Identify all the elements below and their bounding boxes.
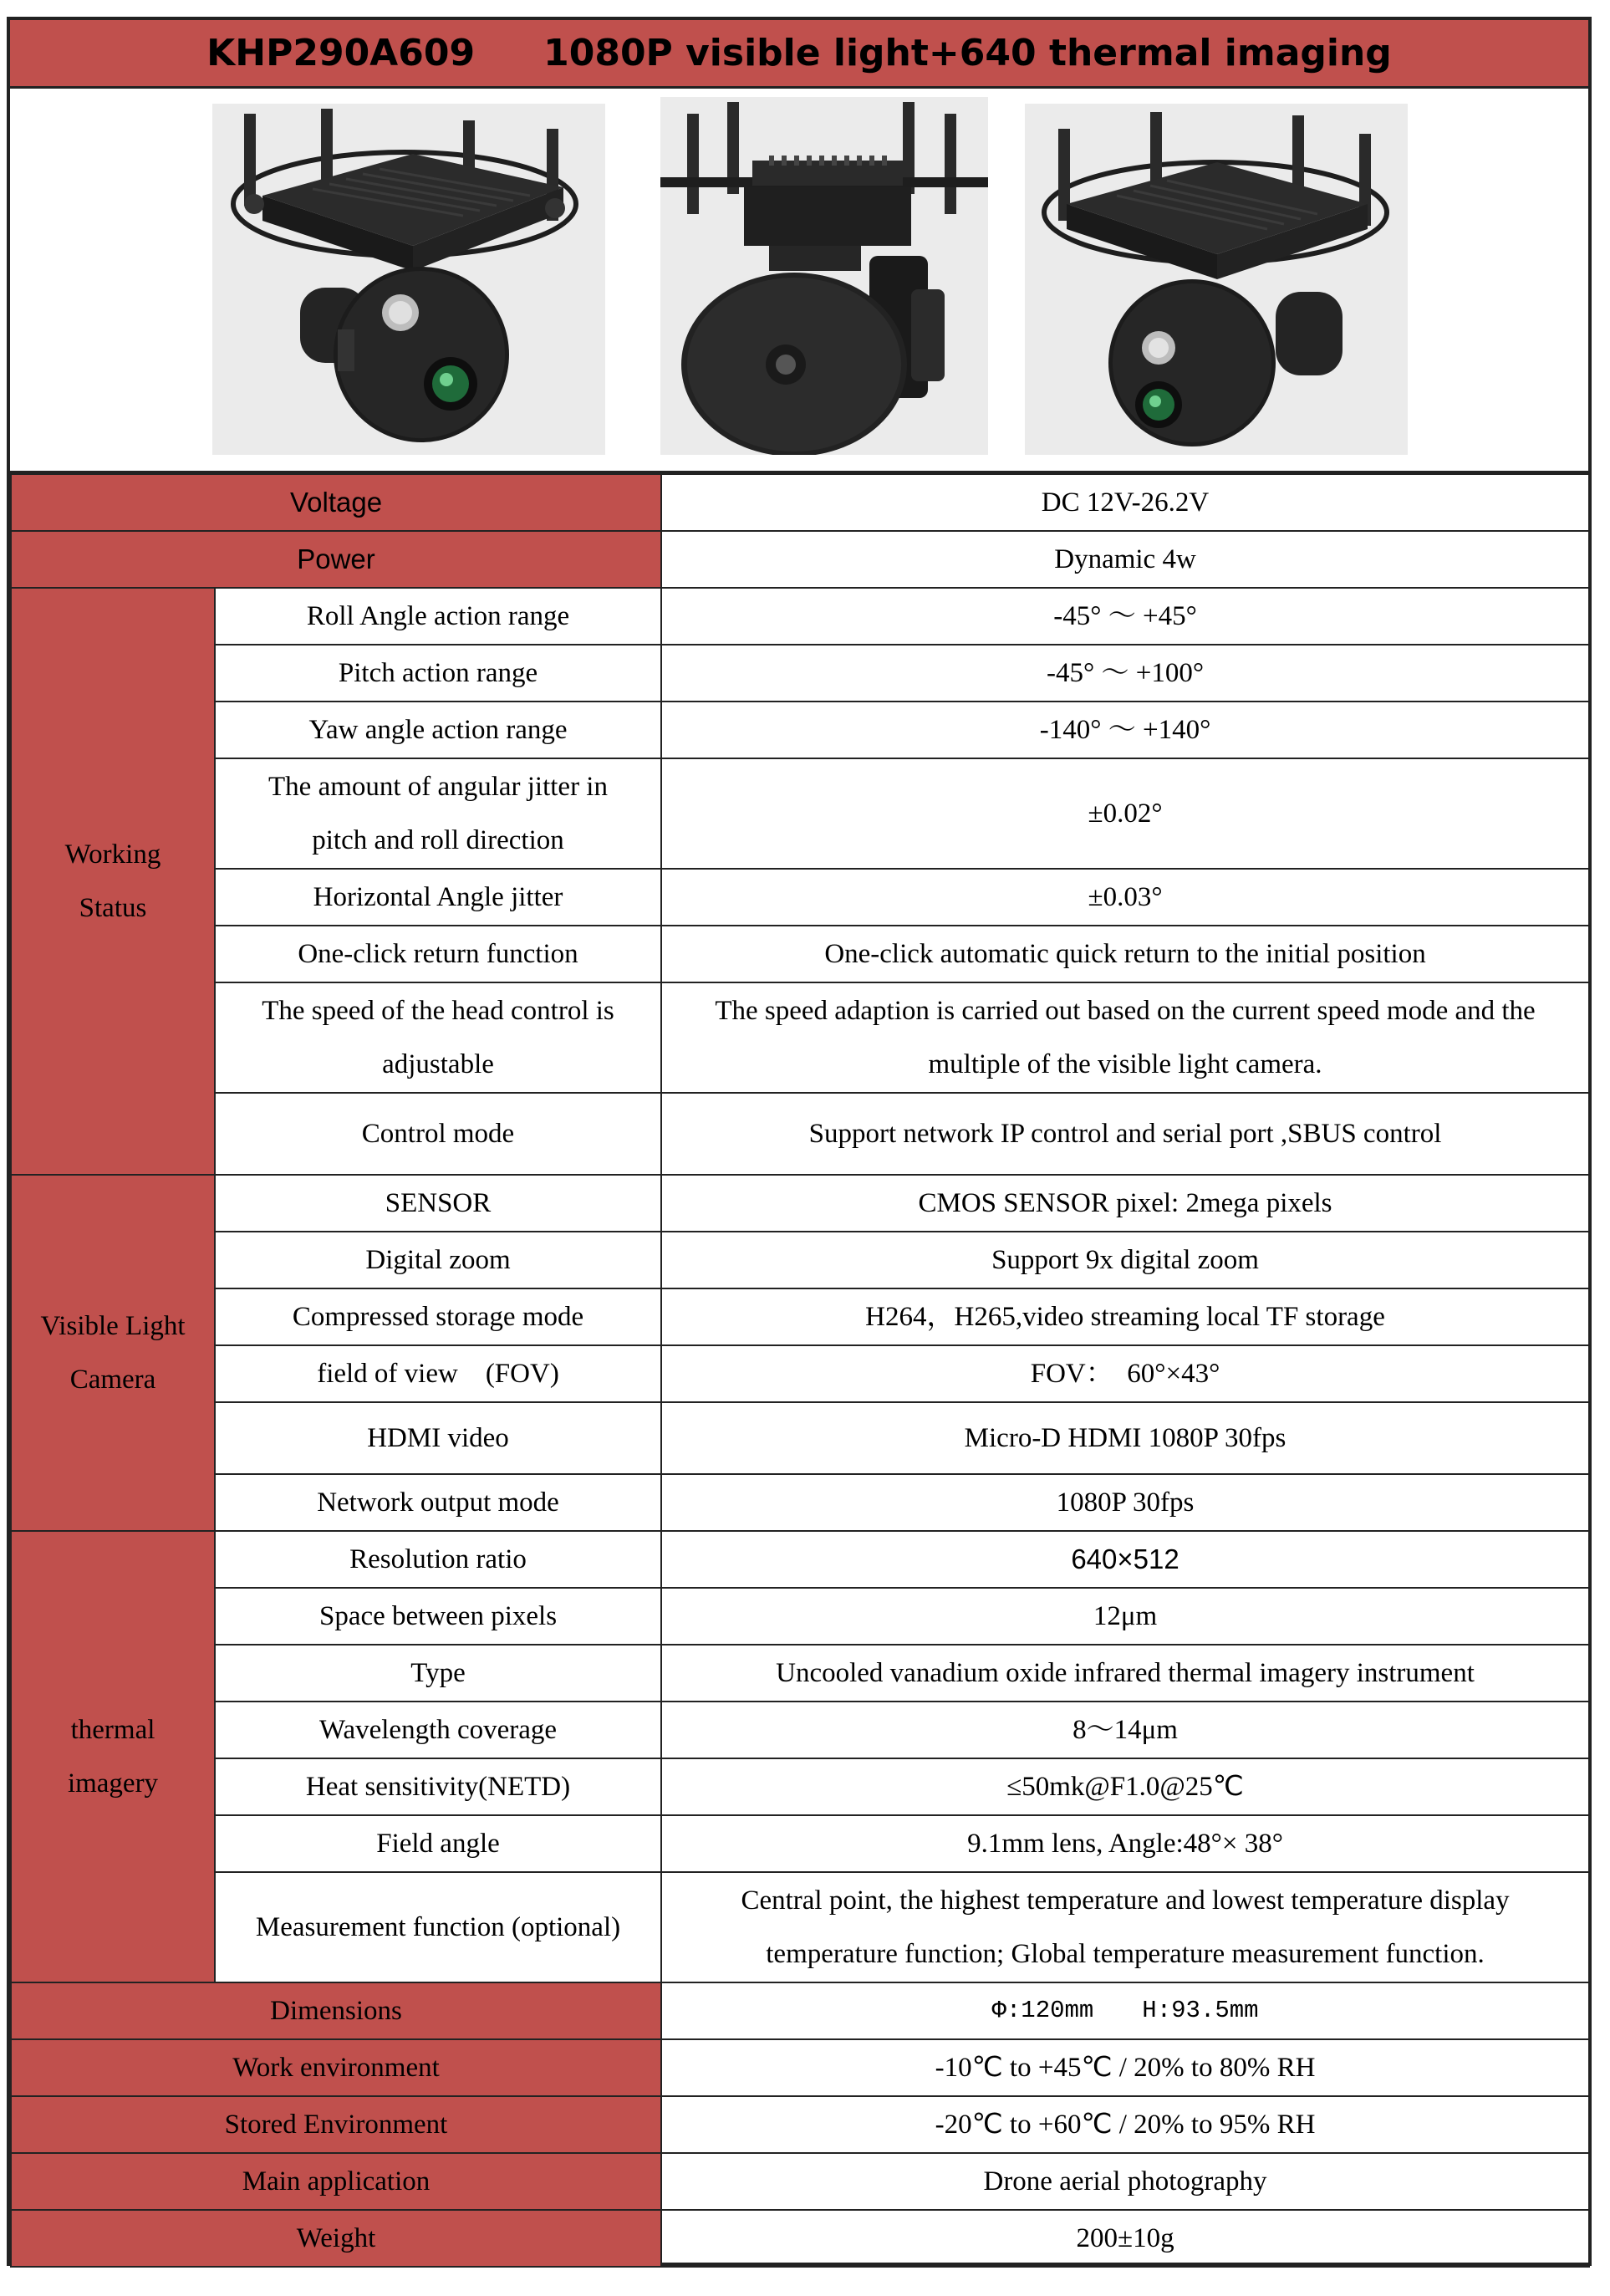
spec-label-line: pitch and roll direction xyxy=(312,825,564,855)
spec-label-type: Type xyxy=(215,1645,661,1702)
spec-label-dimensions: Dimensions xyxy=(11,1982,661,2039)
spec-label-line: The amount of angular jitter in xyxy=(268,772,608,802)
spec-value-measurement xyxy=(661,1872,1589,1982)
table-row xyxy=(11,474,1589,531)
spec-value-line: multiple of the visible light camera. xyxy=(928,1049,1322,1079)
spec-value-roll-range: -45° ～ +45° xyxy=(661,588,1589,645)
table-row xyxy=(11,926,1589,982)
specification-table xyxy=(10,473,1590,2268)
table-row xyxy=(11,1402,1589,1474)
spec-label-field-angle: Field angle xyxy=(215,1815,661,1872)
table-row xyxy=(11,1758,1589,1815)
spec-label-pixel-spacing: Space between pixels xyxy=(215,1588,661,1645)
table-row xyxy=(11,1702,1589,1758)
table-row xyxy=(11,588,1589,645)
table-row xyxy=(11,982,1589,1093)
spec-value-resolution: 640×512 xyxy=(661,1531,1589,1588)
group-label-line: Status xyxy=(79,893,147,923)
table-row xyxy=(11,1982,1589,2039)
spec-value-horizontal-jitter: ±0.03° xyxy=(661,869,1589,926)
gimbal-front-left-image xyxy=(212,104,605,455)
spec-label-wavelength: Wavelength coverage xyxy=(215,1702,661,1758)
spec-value-pitch-range: -45° ～ +100° xyxy=(661,645,1589,702)
spec-label-control-mode: Control mode xyxy=(215,1093,661,1175)
group-label-line: Visible Light xyxy=(40,1311,186,1341)
table-row xyxy=(11,645,1589,702)
table-row xyxy=(11,1531,1589,1588)
spec-value-hdmi: Micro-D HDMI 1080P 30fps xyxy=(661,1402,1589,1474)
gimbal-front-right-image xyxy=(1025,104,1408,455)
model-number: KHP290A609 xyxy=(206,32,476,74)
group-label-line: thermal xyxy=(70,1715,155,1745)
spec-value-wavelength: 8～14μm xyxy=(661,1702,1589,1758)
table-row xyxy=(11,1645,1589,1702)
table-row xyxy=(11,1588,1589,1645)
spec-label-horizontal-jitter: Horizontal Angle jitter xyxy=(215,869,661,926)
spec-label-line: adjustable xyxy=(382,1049,494,1079)
group-label-thermal xyxy=(11,1531,215,1982)
product-photos xyxy=(10,89,1588,473)
table-row xyxy=(11,869,1589,926)
spec-value-netd: ≤50mk@F1.0@25℃ xyxy=(661,1758,1589,1815)
spec-value-network-output: 1080P 30fps xyxy=(661,1474,1589,1531)
spec-label-pitch-range: Pitch action range xyxy=(215,645,661,702)
group-label-line: Camera xyxy=(69,1365,156,1395)
spec-label-network-output: Network output mode xyxy=(215,1474,661,1531)
product-photo-side xyxy=(660,97,988,455)
spec-label-weight: Weight xyxy=(11,2210,661,2267)
spec-value-sensor: CMOS SENSOR pixel: 2mega pixels xyxy=(661,1175,1589,1232)
spec-value-control-mode: Support network IP control and serial port ,SBUS control xyxy=(661,1093,1589,1175)
spec-value-work-env: -10℃ to +45℃ / 20% to 80% RH xyxy=(661,2039,1589,2096)
spec-value-application: Drone aerial photography xyxy=(661,2153,1589,2210)
spec-value-power: Dynamic 4w xyxy=(661,531,1589,588)
product-photo-front-right xyxy=(1025,104,1408,455)
spec-value-line: temperature function; Global temperature measurement function. xyxy=(766,1939,1485,1969)
table-row xyxy=(11,1232,1589,1288)
table-row xyxy=(11,2153,1589,2210)
spec-label-sensor: SENSOR xyxy=(215,1175,661,1232)
spec-label-yaw-range: Yaw angle action range xyxy=(215,702,661,758)
spec-label-angular-jitter xyxy=(215,758,661,869)
table-row xyxy=(11,1345,1589,1402)
spec-label-head-speed xyxy=(215,982,661,1093)
product-title: 1080P visible light+640 thermal imaging xyxy=(543,32,1392,74)
table-row xyxy=(11,2210,1589,2267)
spec-value-type: Uncooled vanadium oxide infrared thermal imagery instrument xyxy=(661,1645,1589,1702)
group-label-visible-light xyxy=(11,1175,215,1531)
group-label-line: Working xyxy=(64,839,161,870)
spec-value-storage-mode: H264，H265,video streaming local TF storage xyxy=(661,1288,1589,1345)
spec-label-hdmi: HDMI video xyxy=(215,1402,661,1474)
table-row xyxy=(11,2096,1589,2153)
table-row xyxy=(11,1815,1589,1872)
spec-label-digital-zoom: Digital zoom xyxy=(215,1232,661,1288)
table-row xyxy=(11,2039,1589,2096)
spec-label-line: The speed of the head control is xyxy=(262,996,614,1026)
table-row xyxy=(11,1872,1589,1982)
group-label-working-status xyxy=(11,588,215,1175)
spec-label-application: Main application xyxy=(11,2153,661,2210)
gimbal-side-image xyxy=(660,97,988,455)
table-row xyxy=(11,531,1589,588)
spec-value-line: The speed adaption is carried out based on the current speed mode and the xyxy=(715,996,1536,1026)
spec-label-fov: field of view (FOV) xyxy=(215,1345,661,1402)
table-row xyxy=(11,1093,1589,1175)
spec-value-stored-env: -20℃ to +60℃ / 20% to 95% RH xyxy=(661,2096,1589,2153)
table-row xyxy=(11,1175,1589,1232)
spec-label-netd: Heat sensitivity(NETD) xyxy=(215,1758,661,1815)
spec-label-resolution: Resolution ratio xyxy=(215,1531,661,1588)
spec-label-storage-mode: Compressed storage mode xyxy=(215,1288,661,1345)
spec-sheet xyxy=(7,17,1592,2266)
spec-value-dimensions: Φ:120mm H:93.5mm xyxy=(661,1982,1589,2039)
product-photo-front-left xyxy=(212,104,605,455)
spec-label-one-click-return: One-click return function xyxy=(215,926,661,982)
group-label-line: imagery xyxy=(67,1768,159,1799)
spec-value-head-speed xyxy=(661,982,1589,1093)
table-row xyxy=(11,702,1589,758)
spec-label-measurement: Measurement function (optional) xyxy=(215,1872,661,1982)
spec-value-fov: FOV： 60°×43° xyxy=(661,1345,1589,1402)
title-bar xyxy=(10,20,1588,89)
table-row xyxy=(11,1288,1589,1345)
spec-value-one-click-return: One-click automatic quick return to the initial position xyxy=(661,926,1589,982)
spec-value-pixel-spacing: 12μm xyxy=(661,1588,1589,1645)
spec-label-voltage: Voltage xyxy=(11,474,661,531)
spec-value-angular-jitter: ±0.02° xyxy=(661,758,1589,869)
table-row xyxy=(11,1474,1589,1531)
spec-label-roll-range: Roll Angle action range xyxy=(215,588,661,645)
spec-value-weight: 200±10g xyxy=(661,2210,1589,2267)
spec-value-digital-zoom: Support 9x digital zoom xyxy=(661,1232,1589,1288)
spec-label-power: Power xyxy=(11,531,661,588)
spec-label-stored-env: Stored Environment xyxy=(11,2096,661,2153)
spec-value-field-angle: 9.1mm lens, Angle:48°× 38° xyxy=(661,1815,1589,1872)
spec-value-line: Central point, the highest temperature and lowest temperature display xyxy=(741,1885,1510,1916)
spec-value-yaw-range: -140° ～ +140° xyxy=(661,702,1589,758)
spec-value-voltage: DC 12V-26.2V xyxy=(661,474,1589,531)
table-row xyxy=(11,758,1589,869)
spec-label-work-env: Work environment xyxy=(11,2039,661,2096)
